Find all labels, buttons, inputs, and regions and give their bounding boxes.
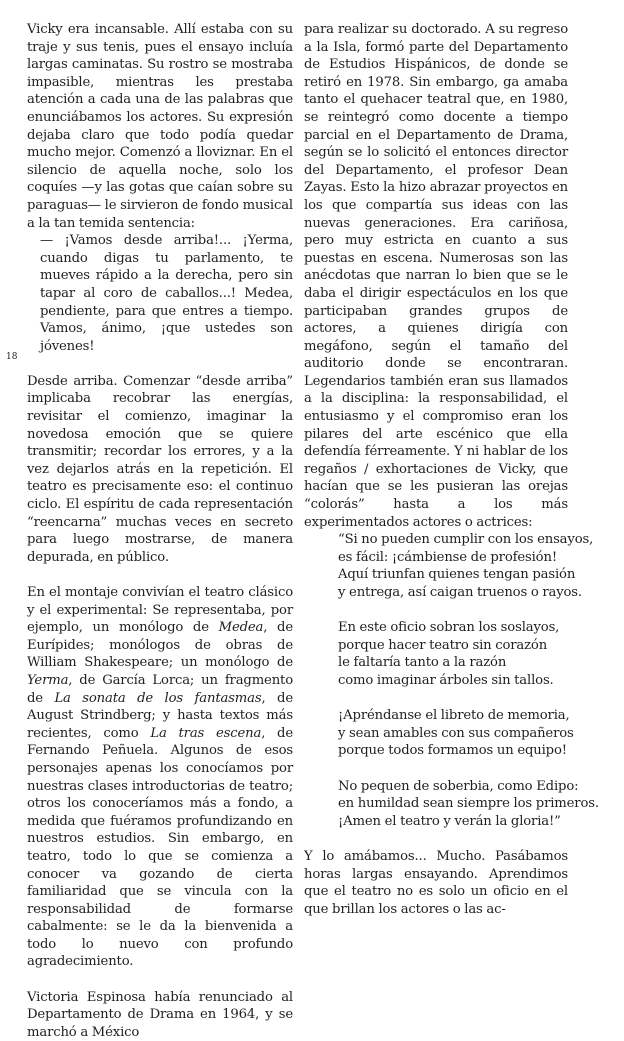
poem: [338, 531, 599, 830]
poem-stanza: [338, 619, 568, 689]
page-number: 18: [6, 352, 18, 362]
poem-stanza: [338, 531, 594, 601]
text-run: , de García Lorca; un fragmento de: [27, 672, 293, 706]
paragraph-victoria-espinosa: Victoria Espinosa había renunciado al Departamento de Drama en 1964, y se marchó a México: [27, 989, 293, 1040]
italic-title-sonata: La sonata de los fantasmas: [54, 690, 262, 706]
poem-line: y sean amables con sus compañeros: [338, 725, 574, 741]
poem-stanza: [338, 707, 574, 760]
poem-line: como imaginar árboles sin tallos.: [338, 672, 554, 688]
poem-line: y entrega, así caigan truenos o rayos.: [338, 585, 582, 600]
poem-line: porque hacer teatro sin corazón: [338, 637, 548, 653]
poem-line: es fácil: ¡cámbiense de profesión!: [338, 549, 557, 565]
text-run: , de Fernando Peñuela. Algunos de esos personajes apenas los conocíamos por nuestras clases introductorias de teatro; otros los conoceríamos más a fondo, a medida que fuéramos profundizando en nuestros estudios. Sin embargo, en teatro, todo lo que se comienza a conocer va gozando de cierta familiaridad que se vincula con la responsabilidad de formarse cabalmente: se le da la bienvenida a todo lo nuevo con profundo agradecimiento.: [27, 725, 294, 970]
text-run: , de Eurípides; monólogos de obras de William Shakespeare; un monólogo de: [27, 620, 293, 671]
poem-line: “Si no pueden cumplir con los ensayos,: [338, 532, 594, 548]
poem-line: En este oficio sobran los soslayos,: [338, 620, 560, 636]
italic-title-yerma: Yerma: [27, 672, 69, 688]
poem-line: No pequen de soberbia, como Edipo:: [338, 778, 579, 794]
block-quote-directions: — ¡Vamos desde arriba!... ¡Yerma, cuando digas tu parlamento, te mueves rápido a la derecha, pero sin tapar al coro de caballos...! Medea, pendiente, para que entres a tiempo. Vamos, ánimo, ¡que ustedes son jóvenes!: [40, 233, 293, 354]
italic-title-medea: Medea: [218, 620, 264, 636]
paragraph-lo-amabamos: Y lo amábamos... Mucho. Pasábamos horas largas ensayando. Aprendimos que el teatro no es solo un oficio en el que brillan los actores o las ac-: [304, 848, 568, 917]
poem-line: ¡Amen el teatro y verán la gloria!”: [338, 813, 561, 829]
paragraph-vicky-rehearsal: Vicky era incansable. Allí estaba con su traje y sus tenis, pues el ensayo incluía largas caminatas. Su rostro se mostraba impasible, mientras les prestaba atención a cada una de las palabras que enunciábamos los actores. Su expresión dejaba claro que todo podía quedar mucho mejor. Comenzó a lloviznar. En el silencio de aquella noche, solo los coquíes —y las gotas que caían sobre su paraguas— le sirvieron de fondo musical a la tan temida sentencia:: [27, 22, 293, 231]
paragraph-desde-arriba: Desde arriba. Comenzar “desde arriba” implicaba recobrar las energías, revisitar el comienzo, imaginar la novedosa emoción que se quiere transmitir; recordar los errores, y a la vez dejarlos atrás en la repetición. El teatro es precisamente eso: el continuo ciclo. El espíritu de cada representación “reencarna” muchas veces en secreto para luego mostrarse, de manera depurada, en público.: [27, 373, 293, 565]
paragraph-doctorado: para realizar su doctorado. A su regreso a la Isla, formó parte del Departamento de Estudios Hispánicos, de donde se retiró en 1978. Sin embargo, ga amaba tanto el quehacer teatral que, en 1980, se reintegró como docente a tiempo parcial en el Departamento de Drama, según se lo solicitó el entonces director del Departamento, el profesor Dean Zayas. Esto la hizo abrazar proyectos en los que compartía sus ideas con las nuevas generaciones. Era cariñosa, pero muy estricta en cuanto a sus puestas en escena. Numerosas son las anécdotas que narran lo bien que se le daba el dirigir espectáculos en los que participaban grandes grupos de actores, a quienes dirigía con megáfono, según el tamaño del auditorio donde se encontraran. Legendarios también eran sus llamados a la disciplina: la responsabilidad, el entusiasmo y el compromiso eran los pilares del arte escénico que ella defendía férreamente. Y ni hablar de los regaños / exhortaciones de Vicky, que hacían que se les pusieran las orejas “colorás” hasta a los más experimentados actores o actrices:: [304, 22, 568, 530]
right-column: [304, 21, 599, 918]
poem-line: Aquí triunfan quienes tengan pasión: [338, 567, 576, 583]
italic-title-tras-escena: La tras escena: [150, 725, 262, 741]
text-run: , de August Strindberg; y hasta textos más recientes, como: [27, 690, 293, 741]
paragraph-montaje: [27, 584, 293, 971]
poem-line: en humildad sean siempre los primeros.: [338, 796, 599, 812]
poem-stanza: [338, 778, 599, 831]
text-run: En el montaje convivían el teatro clásico y el experimental: Se representaba, por ejemplo, un monólogo de: [27, 585, 293, 636]
poem-line: ¡Apréndanse el libreto de memoria,: [338, 708, 570, 724]
poem-line: porque todos formamos un equipo!: [338, 743, 567, 759]
left-column: [27, 21, 293, 1041]
poem-line: le faltaría tanto a la razón: [338, 655, 507, 671]
